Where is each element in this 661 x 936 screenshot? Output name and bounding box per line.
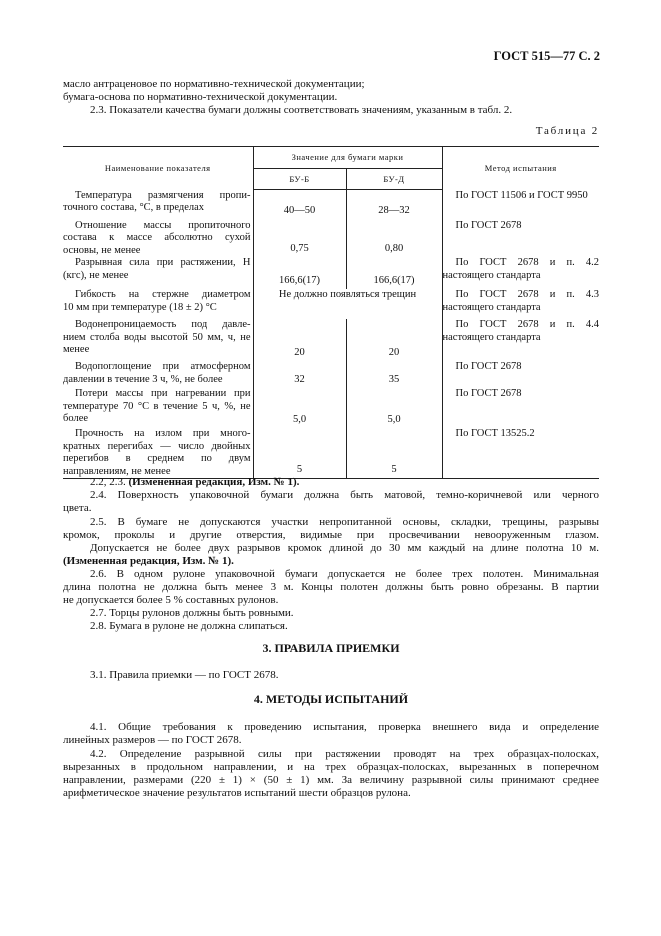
paragraph-2-3: 2.3. Показатели качества бумаги должны соответствовать значениям, указанным в табл. 2. [90,104,513,116]
test-method [442,428,599,479]
indicator-name-line: Потери массы при нагревании при [75,388,251,399]
test-method-line: По ГОСТ 2678 и п. 4.3 [455,289,599,300]
value-bub: 40—50 [253,190,346,220]
paragraph-4-1-line-2: линейных размеров — по ГОСТ 2678. [63,734,242,746]
test-method [442,220,599,258]
amendment-note-2: (Измененная редакция, Изм. № 1). [63,555,234,567]
col-header-name: Наименование показателя [63,147,253,190]
page-header: ГОСТ 515—77 С. 2 [493,49,600,63]
test-method [442,319,599,361]
indicator-name [63,388,253,428]
col-header-bu-b: БУ-Б [253,169,346,190]
value-bud: 5,0 [346,388,442,428]
section-3-heading: 3. ПРАВИЛА ПРИЕМКИ [262,641,400,655]
paragraph-3-1: 3.1. Правила приемки — по ГОСТ 2678. [90,669,279,681]
paragraph-4-2-line-1: 4.2. Определение разрывной силы при растяжении проводят на трех образцах-полосках, [90,748,599,760]
paragraph-2-6-line-2: длина полотна не должна быть менее 3 м. Концы полотен должны быть ровно обрезаны. В партии [63,581,599,593]
value-bub: 20 [253,319,346,361]
value-bud: 35 [346,361,442,388]
indicator-name [63,289,253,319]
paragraph-2-7: 2.7. Торцы рулонов должны быть ровными. [90,607,294,619]
indicator-name-line: кратных перегибах — число двойных [63,440,251,452]
indicator-name-line: Отношение массы пропиточного [75,219,251,231]
value-bub: 0,75 [253,220,346,258]
table-row [63,257,599,289]
value-bud: 166,6(17) [346,257,442,289]
test-method [442,388,599,428]
paragraph-4-2-line-2: вырезанных в продольном направлении, и на трех образцах-полосках, вырезанных в поперечном [63,761,599,773]
test-method-line: По ГОСТ 13525.2 [455,428,535,439]
test-method-line: По ГОСТ 2678 и п. 4.4 [455,319,599,330]
table-row [63,220,599,258]
col-header-method: Метод испытания [442,147,599,190]
value-bud: 5 [346,428,442,479]
test-method [442,361,599,388]
indicator-name-line: Водопоглощение при атмосферном [75,361,251,372]
indicator-name-line: 10 мм при температуре (18 ± 2) °С [63,301,217,313]
indicator-name-line: давлении в течение 3 ч, %, не более [63,373,223,385]
value-bud: 0,80 [346,220,442,258]
test-method-line: По ГОСТ 2678 [455,361,522,372]
test-method-line: По ГОСТ 2678 [455,219,522,231]
table-row [63,190,599,220]
table-caption: Таблица 2 [535,125,599,137]
indicator-name-line: Прочность на излом при много- [75,428,251,439]
indicator-name-line: перегибов в среднем по двум [63,453,251,464]
table-row [63,388,599,428]
indicator-name [63,190,253,220]
paragraph-2-4-line-1: 2.4. Поверхность упаковочной бумаги должна быть матовой, темно-коричневой или черного [90,489,599,501]
merged-value: Не должно появляться трещин [253,289,442,319]
paragraph-2-6-line-3: не допускается более 5 % составных рулонов. [63,594,279,606]
value-bud: 28—32 [346,190,442,220]
paragraph-4-2-line-4: арифметическое значение результатов испытаний шести образцов рулона. [63,787,411,799]
indicator-name-line: менее [63,344,90,355]
indicator-name [63,220,253,258]
section-4-heading: 4. МЕТОДЫ ИСПЫТАНИЙ [253,692,409,706]
test-method [442,289,599,319]
amendment-note-1 [63,476,599,489]
table-row [63,319,599,361]
indicator-name-line: температуре 70 °С в течение 5 ч, %, не [63,400,251,412]
value-bub: 32 [253,361,346,388]
test-method-line: настоящего стандарта [442,269,541,281]
test-method-line: настоящего стандарта [442,301,541,313]
intro-line-2: бумага-основа по нормативно-технической документации. [63,91,338,103]
col-header-value: Значение для бумаги марки [253,147,442,169]
value-bud: 20 [346,319,442,361]
test-method-line: По ГОСТ 2678 и п. 4.2 [455,257,599,268]
indicator-name-line: Разрывная сила при растяжении, Н [75,257,251,268]
table-row [63,289,599,319]
indicator-name-line: (кгс), не менее [63,269,129,281]
paragraph-2-6-line-1: 2.6. В одном рулоне упаковочной бумаги допускается не более трех полотен. Минимальная [90,568,599,580]
indicator-name [63,361,253,388]
indicator-name-line: направлениям, не менее [63,465,171,477]
indicator-name [63,428,253,479]
test-method [442,257,599,289]
intro-line-1: масло антраценовое по нормативно-технической документации; [63,78,365,90]
amendment-1-refs: 2.2, 2.3. [90,476,126,488]
paragraph-2-5-line-1: 2.5. В бумаге не допускаются участки непропитанной основы, складки, трещины, разрывы [90,516,599,528]
indicator-name-line: более [63,413,89,424]
indicator-name-line: Гибкость на стержне диаметром [75,289,251,300]
test-method [442,190,599,220]
paragraph-2-5-line-3: Допускается не более двух разрывов кромок длиной до 30 мм каждый на длине полотна 10 м. [90,542,599,554]
paragraph-4-2-line-3: направлении, размерами (220 ± 1) × (50 ± 1) мм. За величину разрывной силы принимают среднее [63,774,599,786]
amendment-1-text: (Измененная редакция, Изм. № 1). [128,476,300,488]
test-method-line: настоящего стандарта [442,331,541,343]
indicator-name [63,257,253,289]
indicator-name [63,319,253,361]
table-row [63,428,599,479]
indicator-name-line: основы, не менее [63,244,141,256]
value-bub: 166,6(17) [253,257,346,289]
col-header-bu-d: БУ-Д [346,169,442,190]
value-bub: 5 [253,428,346,479]
indicator-name-line: состава к массе абсолютно сухой [63,232,251,243]
table-row [63,361,599,388]
paragraph-4-1-line-1: 4.1. Общие требования к проведению испытания, проверка внешнего вида и определение [90,721,599,733]
value-bub: 5,0 [253,388,346,428]
paragraph-2-8: 2.8. Бумага в рулоне не должна слипаться. [90,620,288,632]
indicator-name-line: Температура размягчения пропи- [75,189,251,201]
indicator-name-line: точного состава, °С, в пределах [63,202,205,213]
indicator-name-line: Водонепроницаемость под давле- [75,319,251,330]
quality-table [63,146,599,479]
paragraph-2-4-line-2: цвета. [63,502,92,514]
test-method-line: По ГОСТ 11506 и ГОСТ 9950 [455,189,588,201]
test-method-line: По ГОСТ 2678 [455,388,522,399]
indicator-name-line: нием столба воды высотой 50 мм, ч, не [63,331,251,343]
paragraph-2-5-line-2: кромок, проколы и другие отверстия, видимые при просвечивании невооруженным глазом. [63,529,599,541]
